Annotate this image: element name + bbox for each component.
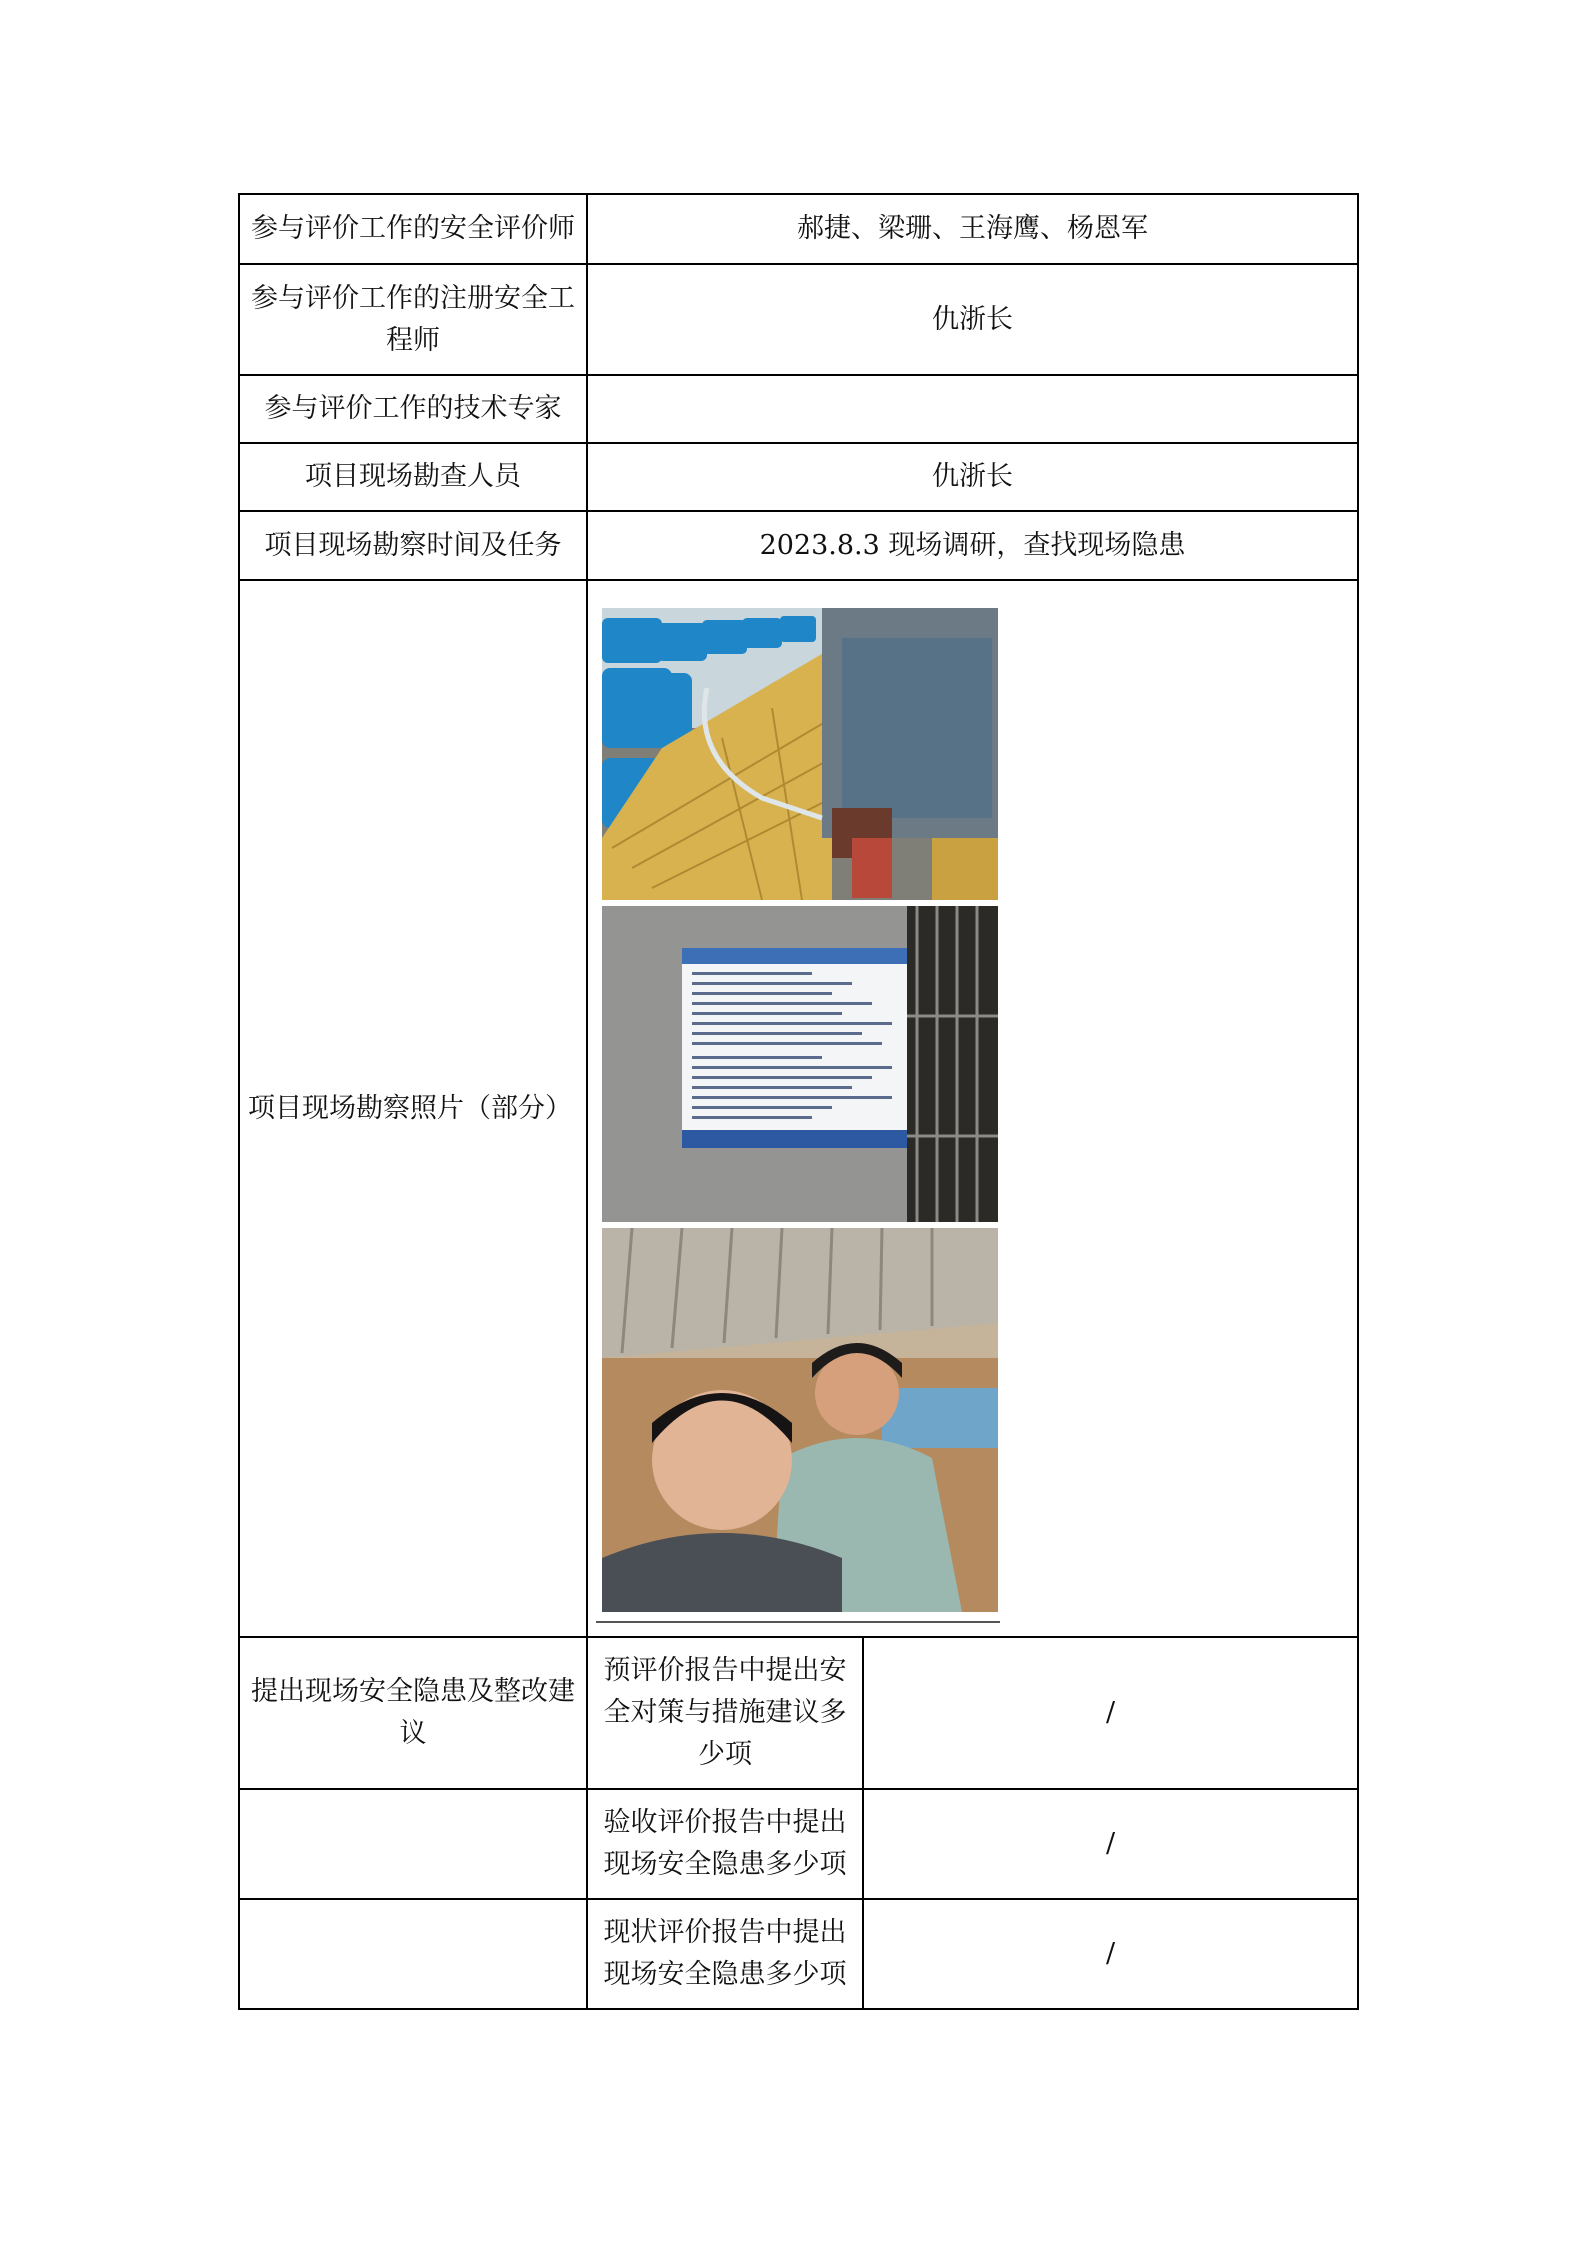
- pre-eval-label: [587, 1637, 863, 1789]
- pre-eval-label-line1: 预评价报告中提出安: [603, 1655, 847, 1686]
- experts-label: 参与评价工作的技术专家: [239, 375, 587, 443]
- survey-staff-value: 仇浙长: [587, 443, 1358, 511]
- table-row: [239, 1637, 1358, 1789]
- acceptance-eval-value: /: [863, 1789, 1358, 1899]
- evaluation-info-table: [238, 193, 1359, 2010]
- status-eval-value: /: [863, 1899, 1358, 2009]
- site-photo-inspectors: [602, 1228, 998, 1612]
- table-row: [239, 1899, 1358, 2009]
- photo-stack: [596, 581, 1349, 1636]
- photo-underline: [596, 1621, 1000, 1623]
- site-photo-notice-board: [602, 906, 998, 1222]
- table-row: [239, 511, 1358, 580]
- hazards-label-line1: 提出现场安全隐患及整改建: [251, 1676, 575, 1707]
- hazards-label-line2: 议: [399, 1718, 427, 1749]
- acceptance-eval-label: [587, 1789, 863, 1899]
- status-eval-label-line2: 现场安全隐患多少项: [603, 1959, 847, 1990]
- empty-label-cell: [239, 1789, 587, 1899]
- table-row: [239, 580, 1358, 1637]
- photos-cell: [587, 580, 1358, 1637]
- engineers-label: [239, 264, 587, 375]
- table-row: [239, 194, 1358, 264]
- engineers-label-line1: 参与评价工作的注册安全工: [251, 282, 575, 314]
- survey-time-value: 2023.8.3 现场调研，查找现场隐患: [587, 511, 1358, 580]
- hazards-label: [239, 1637, 587, 1789]
- table-row: [239, 264, 1358, 375]
- engineers-value: 仇浙长: [587, 264, 1358, 375]
- table-row: [239, 443, 1358, 511]
- evaluators-value: 郝捷、梁珊、王海鹰、杨恩军: [587, 194, 1358, 264]
- acceptance-eval-label-line2: 现场安全隐患多少项: [603, 1849, 847, 1880]
- evaluators-label: 参与评价工作的安全评价师: [239, 194, 587, 264]
- experts-value: [587, 375, 1358, 443]
- photos-label: 项目现场勘察照片（部分）: [239, 580, 587, 1637]
- table-row: [239, 375, 1358, 443]
- engineers-label-line2: 程师: [386, 324, 440, 356]
- survey-time-label: 项目现场勘察时间及任务: [239, 511, 587, 580]
- status-eval-label: [587, 1899, 863, 2009]
- site-photo-storage-drums: [602, 608, 998, 900]
- pre-eval-value: /: [863, 1637, 1358, 1789]
- empty-label-cell: [239, 1899, 587, 2009]
- status-eval-label-line1: 现状评价报告中提出: [603, 1917, 847, 1948]
- acceptance-eval-label-line1: 验收评价报告中提出: [603, 1807, 847, 1838]
- survey-staff-label: 项目现场勘查人员: [239, 443, 587, 511]
- pre-eval-label-line2: 全对策与措施建议多: [603, 1697, 847, 1728]
- table-row: [239, 1789, 1358, 1899]
- pre-eval-label-line3: 少项: [698, 1739, 752, 1770]
